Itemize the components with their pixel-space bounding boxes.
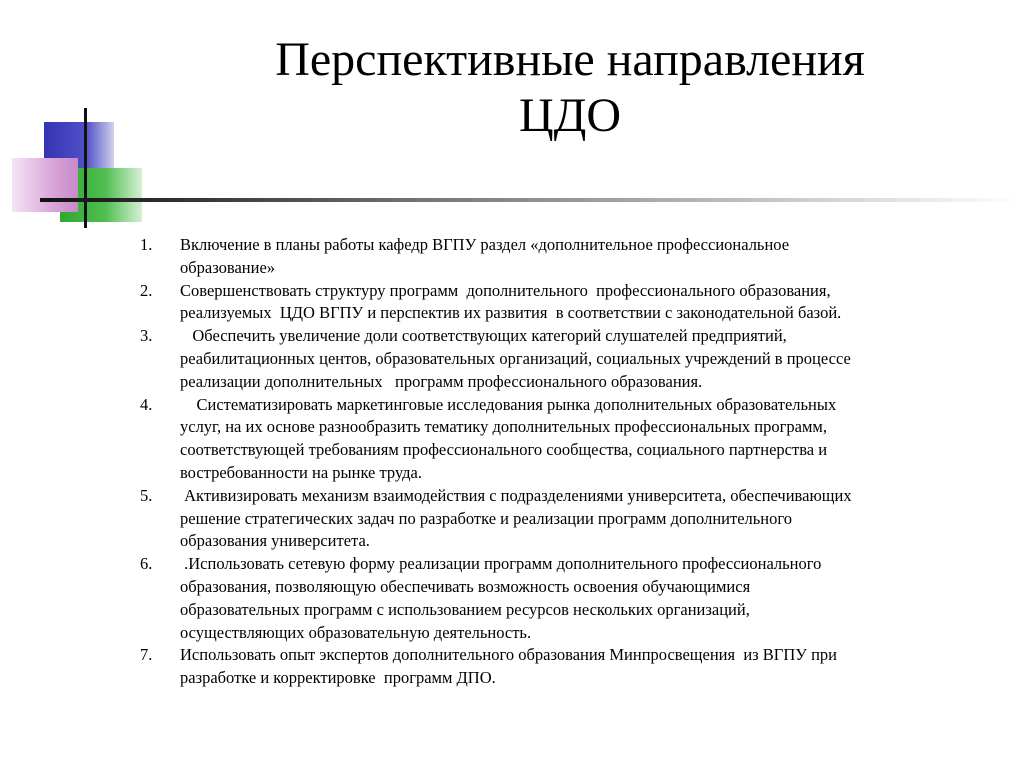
list-item-text-line: образования, позволяющую обеспечивать возможность освоения обучающимися xyxy=(180,576,751,596)
list-item-text-line: образовательных программ с использованием ресурсов нескольких организаций, xyxy=(180,599,750,619)
list-item xyxy=(140,325,980,393)
list-item-text xyxy=(180,394,980,485)
list-item-text-line: реабилитационных центов, образовательных организаций, социальных учреждений в процессе xyxy=(180,348,851,368)
list-item-text-line: Обеспечить увеличение доли соответствующих категорий слушателей предприятий, xyxy=(180,326,787,346)
list-item-text xyxy=(180,280,980,326)
title-underline-rule xyxy=(40,198,1020,202)
list-item-text-line: Включение в планы работы кафедр ВГПУ раздел «дополнительное профессиональное xyxy=(180,235,790,254)
list-item-text-line: Систематизировать маркетинговые исследования рынка дополнительных образовательных xyxy=(180,394,837,414)
slide-title-line-2: ЦДО xyxy=(518,89,622,142)
list-item-text-line: образования университета. xyxy=(180,531,370,551)
decor-purple-square xyxy=(12,158,78,212)
decor-vertical-line xyxy=(84,108,87,228)
slide-title-line-1: Перспективные направления xyxy=(275,33,865,86)
list-item-text xyxy=(180,325,980,393)
list-item-text-line: решение стратегических задач по разработке и реализации программ дополнительного xyxy=(180,508,792,528)
list-item-text xyxy=(180,485,980,553)
list-item xyxy=(140,553,980,644)
list-item-text xyxy=(180,644,980,690)
list-item-number: 7. xyxy=(140,645,153,665)
list-item-number: 5. xyxy=(140,485,153,505)
list-item-text-line: востребованности на рынке труда. xyxy=(180,462,422,482)
list-item-text-line: .Использовать сетевую форму реализации программ дополнительного профессионального xyxy=(180,554,822,574)
list-item-text-line: соответствующей требованиям профессионального сообщества, социального партнерства и xyxy=(180,440,828,460)
list-item-text xyxy=(180,553,980,644)
list-item-text-line: Активизировать механизм взаимодействия с подразделениями университета, обеспечивающих xyxy=(180,485,852,505)
list-item-number: 3. xyxy=(140,326,153,346)
list-item-text-line: Использовать опыт экспертов дополнительного образования Минпросвещения из ВГПУ при xyxy=(180,645,837,665)
list-item-text-line: осуществляющих образовательную деятельность. xyxy=(180,622,532,642)
directions-list xyxy=(140,234,980,690)
list-item-number: 2. xyxy=(140,280,153,300)
list-item-text-line: разработке и корректировке программ ДПО. xyxy=(180,668,496,688)
list-item xyxy=(140,234,980,280)
list-item-text xyxy=(180,234,980,280)
slide-title xyxy=(180,32,960,144)
list-item-text-line: услуг, на их основе разнообразить тематику дополнительных профессиональных программ, xyxy=(180,417,827,437)
list-item xyxy=(140,394,980,485)
list-item-number: 4. xyxy=(140,394,153,414)
list-item-number: 6. xyxy=(140,554,153,574)
list-item xyxy=(140,485,980,553)
list-item-text-line: образование» xyxy=(180,257,276,277)
list-item xyxy=(140,644,980,690)
list-item xyxy=(140,280,980,326)
list-item-text-line: реализации дополнительных программ профессионального образования. xyxy=(180,371,703,391)
list-item-text-line: Совершенствовать структуру программ дополнительного профессионального образования, xyxy=(180,280,831,300)
list-item-number: 1. xyxy=(140,235,153,254)
list-item-text-line: реализуемых ЦДО ВГПУ и перспектив их развития в соответствии с законодательной базой. xyxy=(180,303,842,323)
